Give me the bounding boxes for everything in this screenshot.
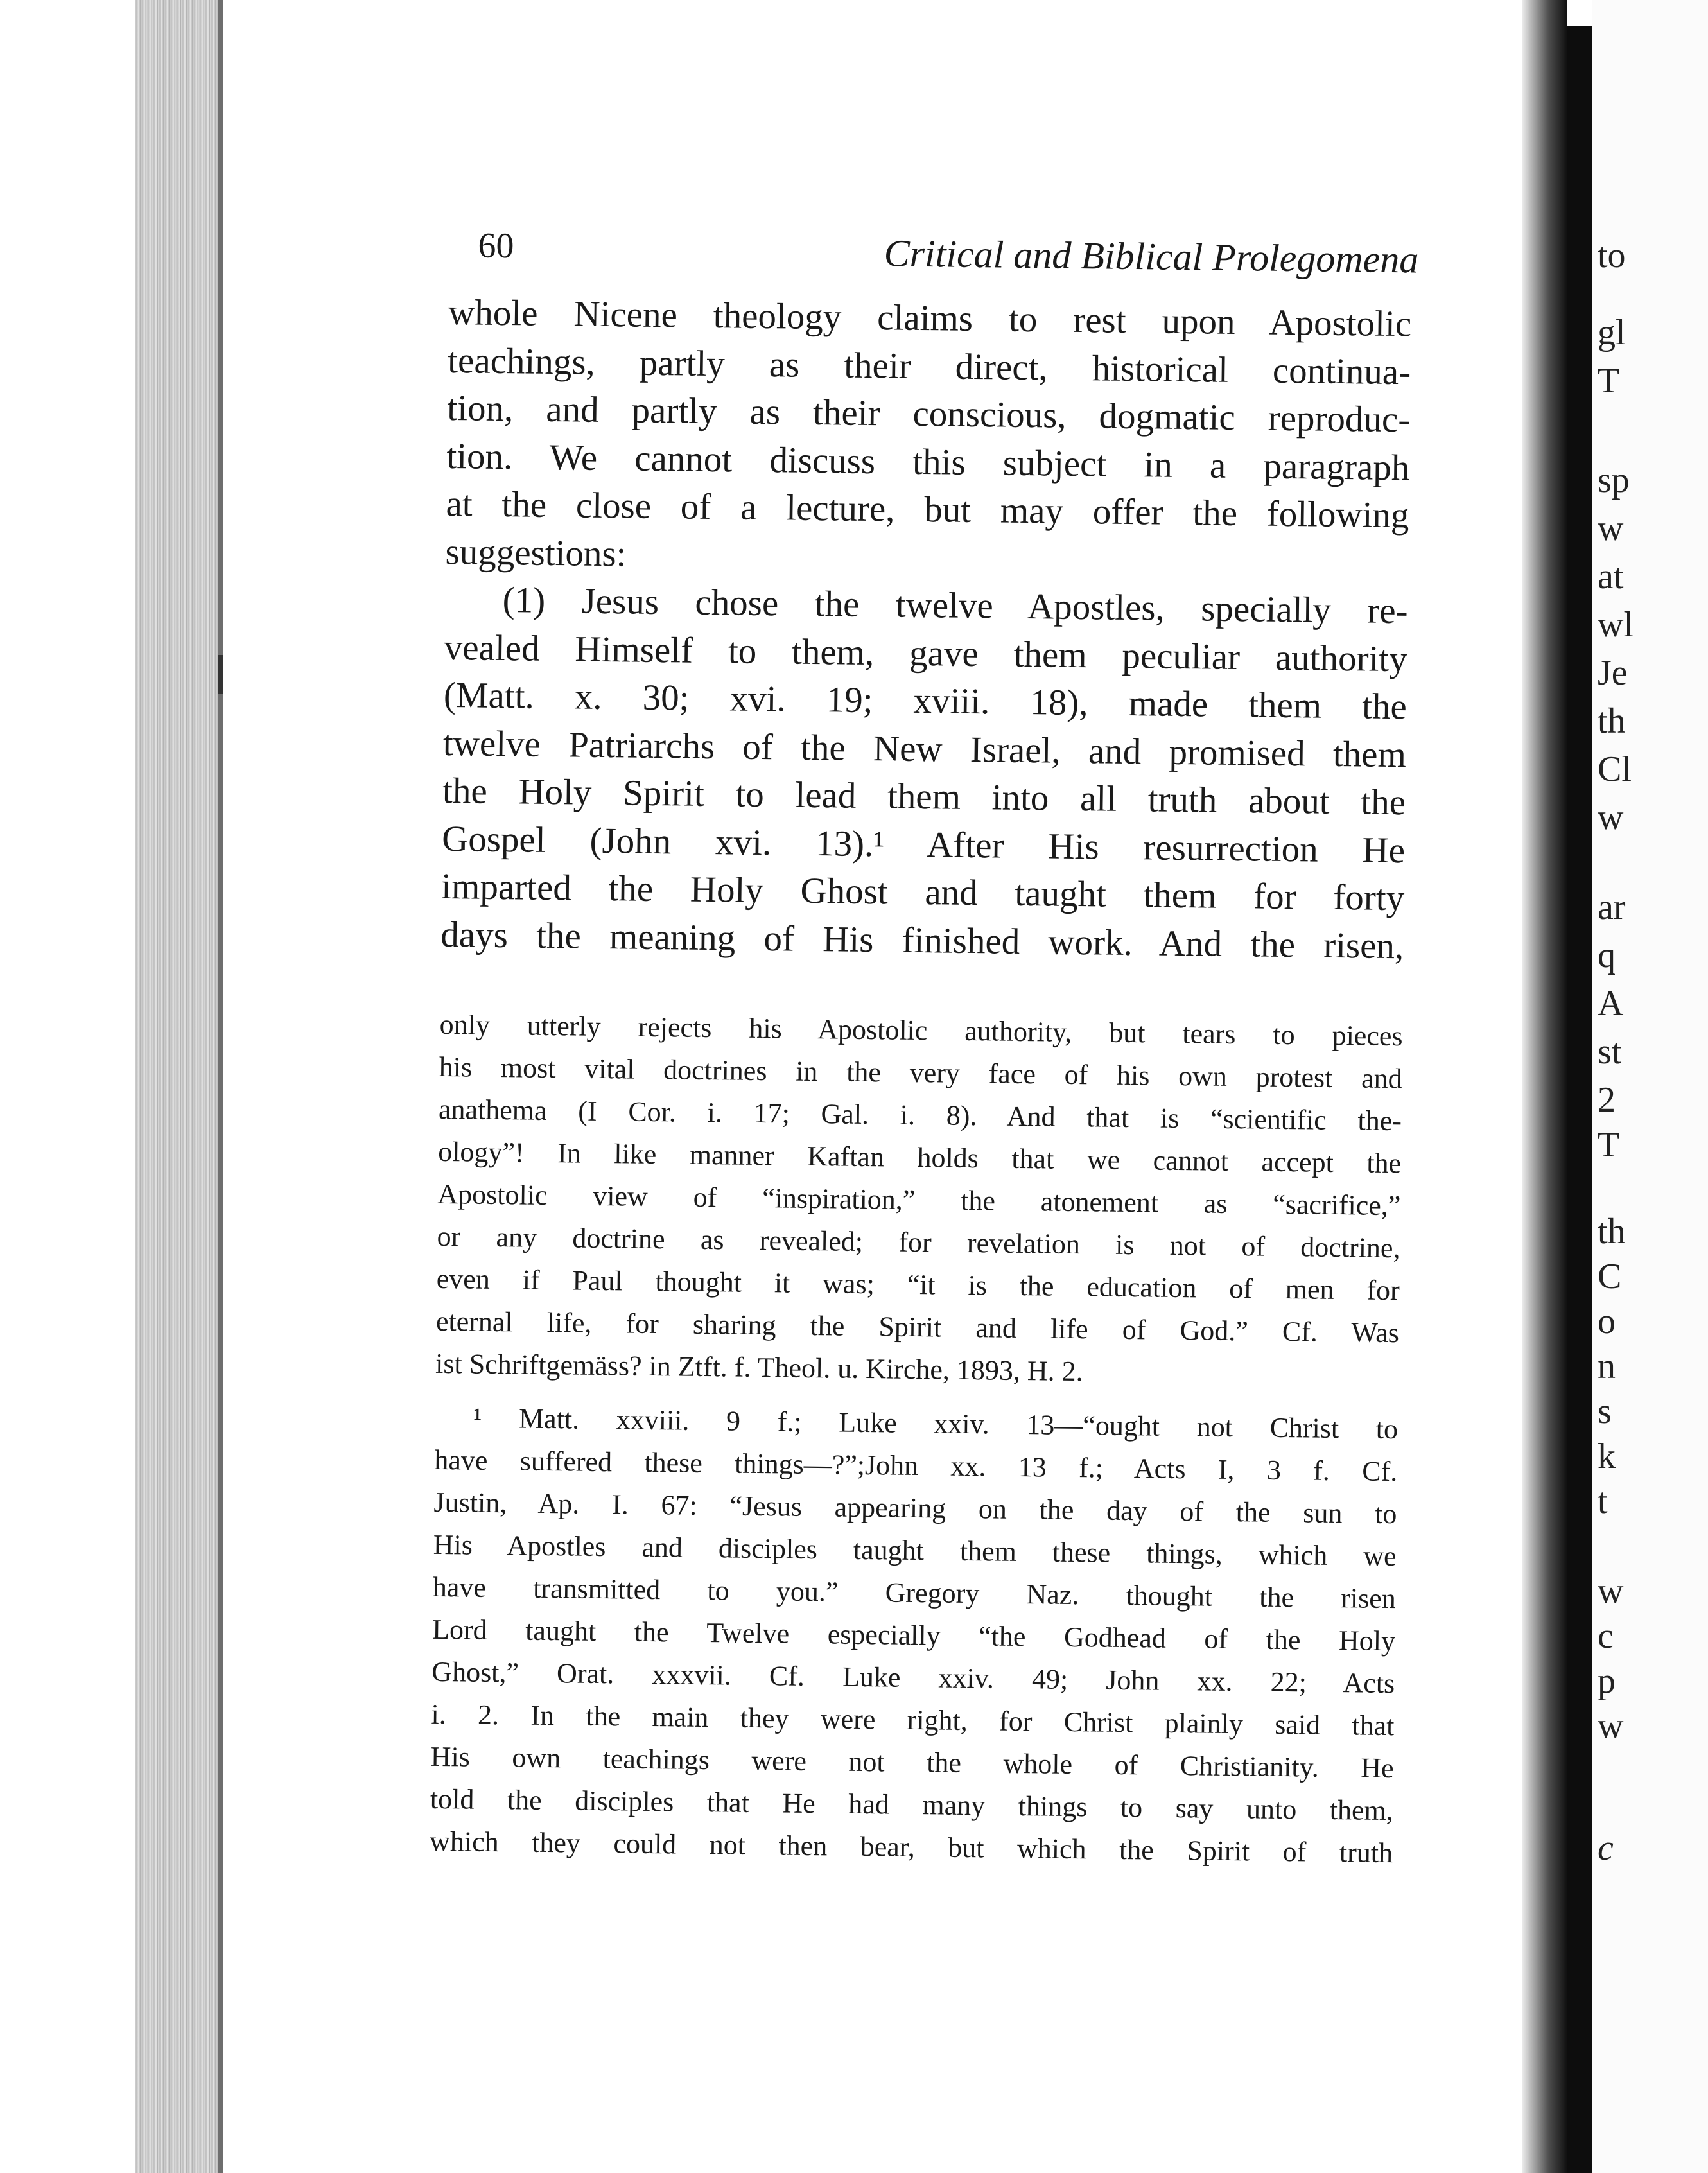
next-page-text: Je xyxy=(1598,653,1628,693)
page-header xyxy=(449,218,1419,301)
next-page-text: A xyxy=(1598,984,1624,1024)
footnote-line: ology”! In like manner Kaftan holds that we cannot accept the xyxy=(437,1135,1402,1180)
text-line: days the meaning of His finished work. And the risen, xyxy=(440,914,1404,966)
next-page-text: s xyxy=(1598,1392,1612,1431)
footnote-1 xyxy=(430,1397,1399,1874)
next-page-text: c xyxy=(1598,1828,1614,1868)
text-line: whole Nicene theology claims to rest upon Apostolic xyxy=(448,292,1412,345)
text-line: tion. We cannot discuss this subject in a paragraph xyxy=(446,435,1410,488)
next-page-text: w xyxy=(1598,1706,1624,1746)
page-edges-stack xyxy=(135,0,218,2173)
footnote-line: Ghost,” Orat. xxxvii. Cf. Luke xxiv. 49; John xx. 22; Acts xyxy=(431,1655,1395,1700)
next-page-text: t xyxy=(1598,1481,1608,1521)
next-page-text: k xyxy=(1598,1436,1616,1476)
next-page-text: T xyxy=(1598,1125,1620,1165)
footnote-line: only utterly rejects his Apostolic authority, but tears to pieces xyxy=(439,1008,1403,1052)
next-page-text: w xyxy=(1598,1571,1624,1611)
footnote-line: Justin, Ap. I. 67: “Jesus appearing on the day of the sun to xyxy=(433,1486,1397,1530)
text-line: tion, and partly as their conscious, dogmatic reproduc- xyxy=(447,387,1411,441)
next-page-text: o xyxy=(1598,1302,1616,1341)
footnotes xyxy=(430,1004,1403,1874)
binding-gutter xyxy=(1567,26,1592,2173)
footnote-line: ¹ Matt. xxviii. 9 f.; Luke xxiv. 13—“ought not Christ to xyxy=(473,1402,1399,1445)
footnote-line: i. 2. In the main they were right, for Christ plainly said that xyxy=(431,1698,1395,1742)
next-page-text: sp xyxy=(1598,460,1630,500)
next-page-text: n xyxy=(1598,1347,1616,1386)
text-line: the Holy Spirit to lead them into all truth about the xyxy=(442,770,1406,823)
text-line: (1) Jesus chose the twelve Apostles, specially re- xyxy=(502,580,1409,632)
next-page-text: T xyxy=(1598,361,1620,401)
text-line: suggestions: xyxy=(445,531,627,574)
text-line: teachings, partly as their direct, historical continua- xyxy=(447,340,1411,392)
footnote-line: have transmitted to you.” Gregory Naz. thought the risen xyxy=(432,1571,1397,1615)
next-page-text: gl xyxy=(1598,313,1626,353)
footnote-line: his most vital doctrines in the very face of his own protest and xyxy=(439,1051,1403,1095)
gutter-shadow xyxy=(1522,0,1567,2173)
footnote-line: which they could not then bear, but which the Spirit of truth xyxy=(429,1825,1393,1869)
next-page-text: th xyxy=(1598,701,1626,741)
footnote-line: even if Paul thought it was; “it is the education of men for xyxy=(436,1262,1400,1307)
footnote-line: ist Schriftgemäss? in Ztft. f. Theol. u. Kirche, 1893, H. 2. xyxy=(435,1347,1083,1388)
next-page-text: c xyxy=(1598,1616,1614,1656)
main-text xyxy=(440,289,1412,970)
text-line: vealed Himself to them, gave them peculiar authority xyxy=(444,627,1408,679)
footnote-continuation xyxy=(435,1004,1403,1397)
next-page-text: wl xyxy=(1598,605,1634,645)
next-page-text: ar xyxy=(1598,887,1626,927)
next-page-text: 2 xyxy=(1598,1080,1616,1120)
margin-mark xyxy=(218,655,223,694)
page-number: 60 xyxy=(478,225,514,266)
next-page-text: at xyxy=(1598,557,1624,597)
page-edge-line xyxy=(218,0,223,2173)
next-page-text: q xyxy=(1598,936,1616,975)
footnote-line: told the disciples that He had many things to say unto them, xyxy=(430,1783,1394,1827)
next-page-text: C xyxy=(1598,1257,1622,1296)
footnote-line: Lord taught the Twelve especially “the Godhead of the Holy xyxy=(431,1613,1396,1657)
next-page-text: p xyxy=(1598,1661,1616,1701)
footnote-line: or any doctrine as revealed; for revelation is not of doctrine, xyxy=(437,1220,1400,1264)
text-line: at the close of a lecture, but may offer the following xyxy=(446,483,1409,536)
next-page-text: Cl xyxy=(1598,749,1632,789)
footnote-line: Apostolic view of “inspiration,” the atonement as “sacrifice,” xyxy=(437,1178,1401,1222)
running-head: Critical and Biblical Prolegomena xyxy=(884,232,1419,281)
next-page-fragment xyxy=(1592,0,1708,2173)
next-page-text: w xyxy=(1598,509,1624,548)
text-line: (Matt. x. 30; xvi. 19; xviii. 18), made them the xyxy=(443,674,1407,728)
footnote-line: His own teachings were not the whole of Christianity. He xyxy=(430,1740,1394,1785)
text-line: imparted the Holy Ghost and taught them for forty xyxy=(440,866,1405,919)
next-page-text: th xyxy=(1598,1212,1626,1252)
footnote-line: eternal life, for sharing the Spirit and life of God.” Cf. Was xyxy=(435,1305,1400,1349)
next-page-text: to xyxy=(1598,236,1626,275)
next-page-text: st xyxy=(1598,1032,1622,1072)
text-line: twelve Patriarchs of the New Israel, and promised them xyxy=(442,722,1407,775)
book-page xyxy=(429,218,1419,1886)
next-page-text: w xyxy=(1598,798,1624,837)
text-line: Gospel (John xvi. 13).¹ After His resurrection He xyxy=(441,818,1406,871)
footnote-line: His Apostles and disciples taught them these things, which we xyxy=(433,1528,1397,1573)
footnote-line: have suffered these things—?”;John xx. 13 f.; Acts I, 3 f. Cf. xyxy=(434,1444,1398,1488)
footnote-line: anathema (I Cor. i. 17; Gal. i. 8). And that is “scientific the- xyxy=(438,1093,1402,1137)
